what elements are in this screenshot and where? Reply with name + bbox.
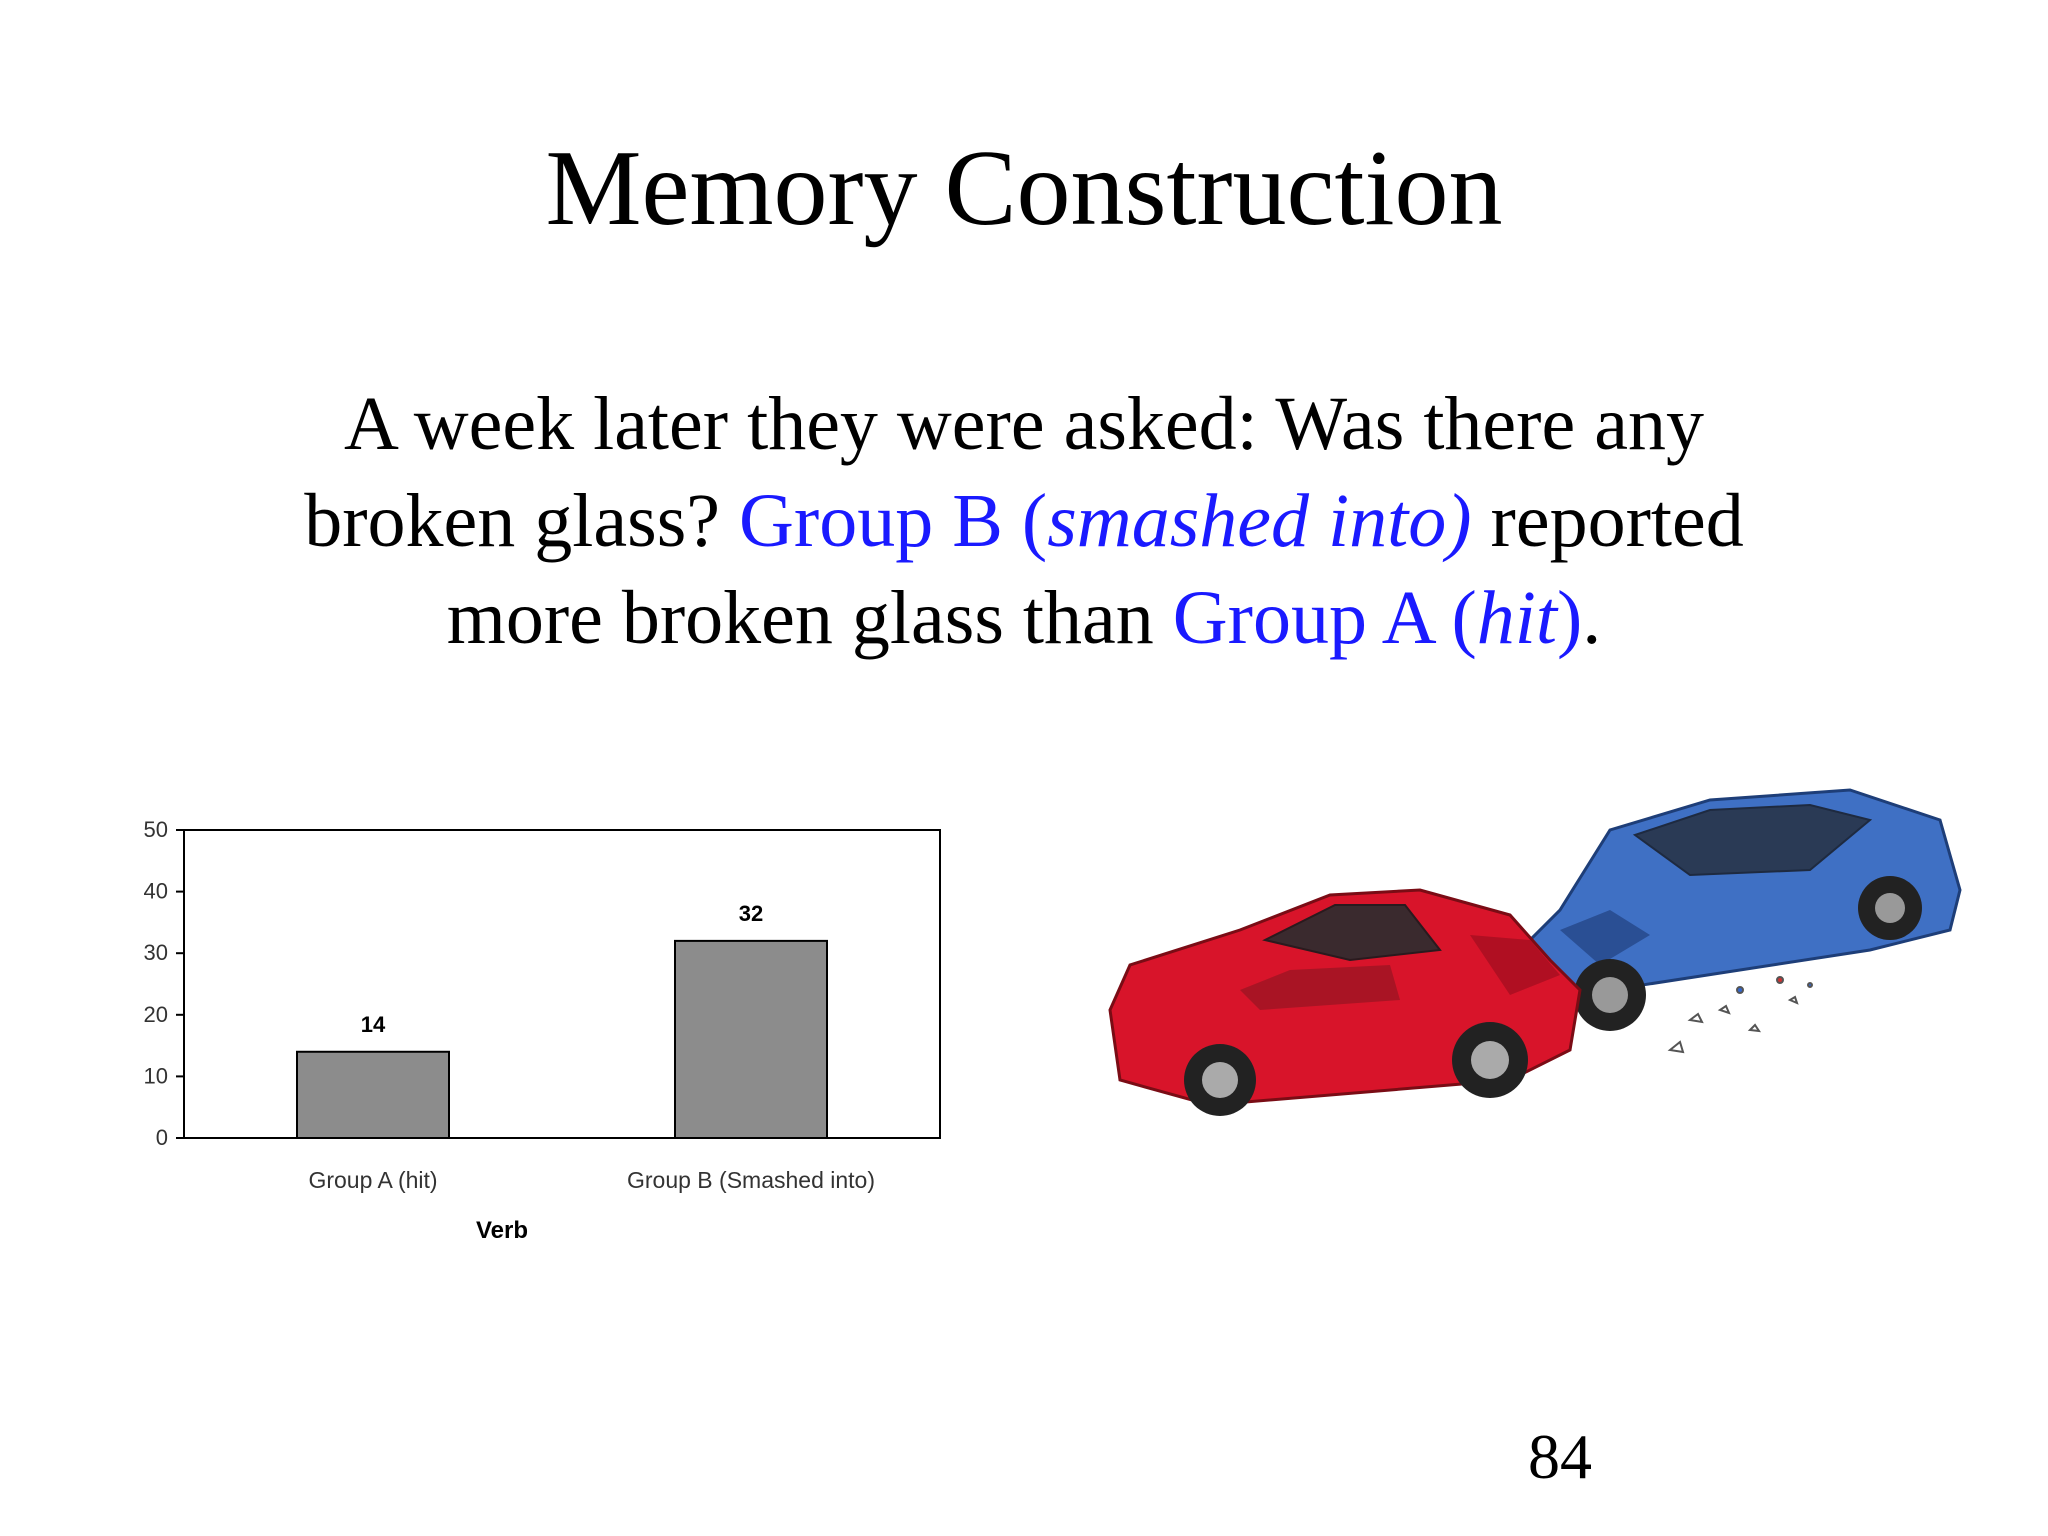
red-car-icon bbox=[1110, 890, 1580, 1116]
body-text-segment: more broken glass than bbox=[446, 576, 1173, 660]
slide-body bbox=[120, 376, 1928, 667]
slide-title: Memory Construction bbox=[545, 129, 1503, 248]
group-b-label: Group B ( bbox=[739, 479, 1048, 563]
broken-glass-debris-icon bbox=[1670, 977, 1812, 1052]
body-text-segment: broken glass? bbox=[304, 479, 740, 563]
y-tick-label: 0 bbox=[155, 1125, 168, 1150]
body-text-segment: reported bbox=[1471, 479, 1744, 563]
car-crash-illustration bbox=[1090, 760, 1990, 1220]
group-a-close-paren: ) bbox=[1556, 576, 1583, 660]
page-number: 84 bbox=[1528, 1421, 1592, 1492]
group-a-label: Group A ( bbox=[1172, 576, 1477, 660]
bar-chart-svg bbox=[60, 800, 960, 1260]
body-line-1: A week later they were asked: Was there any bbox=[344, 382, 1704, 466]
y-tick-label: 10 bbox=[143, 1063, 168, 1089]
y-tick-label: 20 bbox=[143, 1001, 168, 1027]
bar-data-label: 14 bbox=[360, 1011, 386, 1037]
car-crash-svg bbox=[1090, 760, 1990, 1220]
y-tick-label: 30 bbox=[143, 940, 168, 966]
y-tick-label: 50 bbox=[143, 817, 168, 842]
bar bbox=[297, 1052, 449, 1138]
bar-data-label: 32 bbox=[738, 900, 764, 926]
x-category-label: Group A (hit) bbox=[308, 1167, 438, 1193]
bar bbox=[675, 941, 827, 1138]
hit-text: hit bbox=[1476, 576, 1557, 660]
body-period: . bbox=[1582, 576, 1602, 660]
body-line-3 bbox=[120, 570, 1928, 667]
x-category-label: Group B (Smashed into) bbox=[626, 1167, 876, 1193]
x-axis-label: Verb bbox=[475, 1217, 529, 1244]
bar-chart bbox=[60, 800, 960, 1260]
body-line-2 bbox=[120, 473, 1928, 570]
y-tick-label: 40 bbox=[143, 878, 168, 904]
smashed-into-text: smashed into) bbox=[1047, 479, 1472, 563]
